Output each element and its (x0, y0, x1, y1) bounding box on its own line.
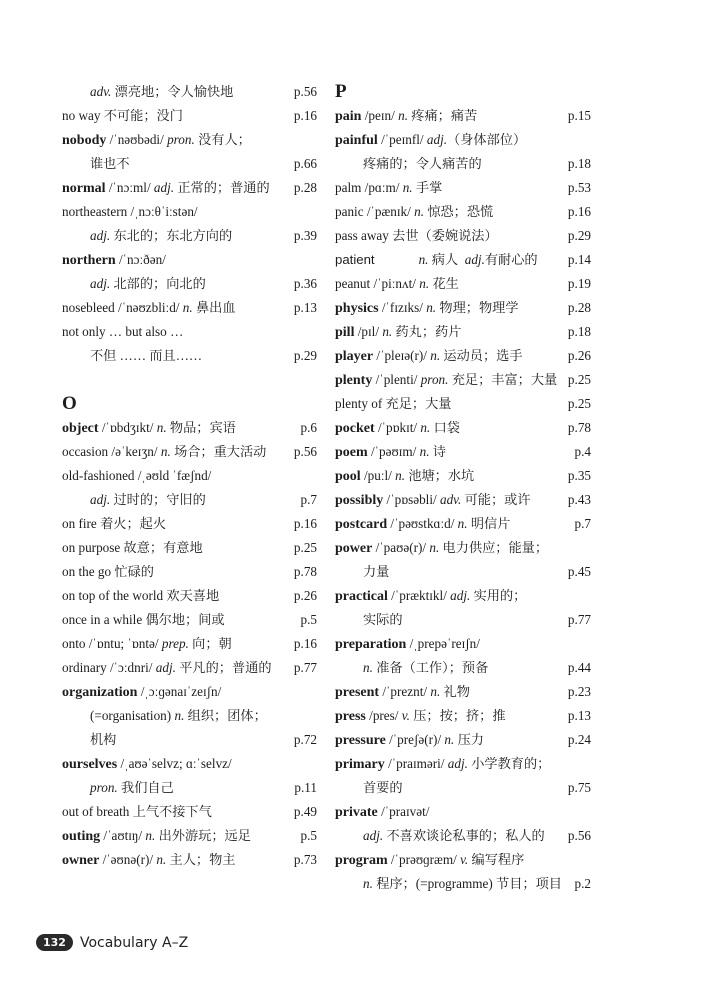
part-of-speech: pron. (167, 132, 195, 147)
page-footer (36, 934, 188, 951)
entry-text: /peɪn/ (361, 108, 399, 123)
headword: press (335, 709, 366, 724)
entry-text: 病人 (428, 252, 465, 267)
entry-text: /ˈpreʃə(r)/ (385, 732, 445, 747)
entry-text: 我们自己 (117, 780, 174, 795)
entry-text: 小学教育的； (467, 756, 551, 771)
part-of-speech: n. (145, 828, 156, 843)
page-reference: p.15 (567, 108, 591, 123)
vocabulary-entry-line (335, 272, 591, 296)
page-reference: p.13 (567, 708, 591, 723)
vocabulary-entry-line (335, 848, 591, 872)
vocabulary-entry-line (335, 488, 591, 512)
page-reference: p.16 (567, 204, 591, 219)
vocabulary-entry-line (335, 536, 591, 560)
vocabulary-entry-line (335, 728, 591, 752)
page-reference: p.19 (567, 276, 591, 291)
entry-text: (=organisation) (90, 708, 175, 723)
page-reference: p.45 (567, 564, 591, 579)
headword: pool (335, 469, 361, 484)
entry-text: /ˈfɪzɪks/ (378, 300, 427, 315)
page-reference: p.56 (567, 828, 591, 843)
entry-text: 东北的；东北方向的 (110, 228, 233, 243)
entry-text: pass away 去世（委婉说法） (335, 228, 498, 243)
entry-text: ordinary /ˈɔːdnri/ (62, 660, 156, 675)
spacer (62, 368, 317, 392)
entry-text: out of breath 上气不接下气 (62, 804, 212, 819)
vocabulary-entry-line (62, 728, 317, 752)
headword: pocket (335, 421, 375, 436)
page-reference: p.35 (567, 468, 591, 483)
entry-text: 电力供应；能量； (439, 540, 549, 555)
entry-text: /ˌprepəˈreɪʃn/ (406, 636, 480, 651)
page-reference: p.26 (567, 348, 591, 363)
part-of-speech: n. (414, 204, 425, 219)
part-of-speech: adv. (439, 492, 462, 507)
headword: poem (335, 445, 368, 460)
entry-text: /ˈpɒsəbli/ (383, 492, 440, 507)
entry-text: 力量 (363, 564, 390, 579)
entry-text: /ˈpeɪnfl/ (377, 132, 427, 147)
vocabulary-entry-line (335, 344, 591, 368)
part-of-speech: n. (174, 708, 185, 723)
entry-text: 实用的； (470, 588, 527, 603)
page-reference: p.14 (567, 252, 591, 267)
page-reference: p.25 (567, 396, 591, 411)
entry-text: patient (335, 252, 419, 267)
entry-text: peanut /ˈpiːnʌt/ (335, 276, 420, 291)
entry-text: old-fashioned /ˌəʊld ˈfæʃnd/ (62, 468, 212, 483)
vocabulary-column-left (62, 80, 317, 872)
page-reference: p.26 (293, 588, 317, 603)
entry-text: on fire 着火；起火 (62, 516, 167, 531)
vocabulary-entry-line (335, 872, 591, 896)
headword: nobody (62, 133, 107, 148)
entry-text: 过时的；守旧的 (110, 492, 206, 507)
part-of-speech: adj. (464, 252, 485, 267)
entry-text: /ˈnɔːðən/ (115, 252, 166, 267)
headword: program (335, 853, 388, 868)
headword: pill (335, 325, 355, 340)
page-reference: p.78 (293, 564, 317, 579)
entry-text: 机构 (90, 732, 117, 747)
section-letter-heading: P (335, 81, 347, 102)
page-reference: p.7 (574, 516, 591, 531)
entry-text: 首要的 (363, 780, 403, 795)
entry-text: /ˈəʊnə(r)/ (99, 852, 157, 867)
entry-text: /ˈpraɪməri/ (384, 756, 448, 771)
vocabulary-entry-line (335, 776, 591, 800)
headword: painful (335, 133, 378, 148)
headword: postcard (335, 517, 388, 532)
entry-text: /pɪl/ (354, 324, 383, 339)
part-of-speech: n. (418, 252, 429, 267)
part-of-speech: pron. (90, 780, 118, 795)
vocabulary-entry-line (62, 248, 317, 272)
page-number-badge: 132 (36, 934, 73, 951)
entry-text: /ˈplenti/ (372, 372, 421, 387)
entry-text: onto /ˈɒntu; ˈɒntə/ (62, 636, 162, 651)
page-reference: p.7 (300, 492, 317, 507)
entry-text: not only … but also … (62, 324, 184, 339)
entry-text: 有耐心的 (484, 252, 538, 267)
entry-text: /ˌaʊəˈselvz; ɑːˈselvz/ (117, 756, 232, 771)
vocabulary-entry-line (335, 416, 591, 440)
vocabulary-entry-line (62, 104, 317, 128)
page-reference: p.43 (567, 492, 591, 507)
part-of-speech: adj. (447, 756, 468, 771)
headword: power (335, 541, 373, 556)
entry-text: 平凡的；普通的 (175, 660, 272, 675)
vocabulary-column-right (335, 80, 591, 896)
entry-text: 谁也不 (90, 156, 130, 171)
entry-text: 花生 (429, 276, 459, 291)
vocabulary-entry-line (62, 128, 317, 152)
entry-text: 不喜欢谈论私事的；私人的 (383, 828, 545, 843)
entry-text: （身体部位） (447, 132, 527, 147)
vocabulary-entry-line (335, 368, 591, 392)
headword: northern (62, 253, 116, 268)
vocabulary-entry-line (62, 632, 317, 656)
vocabulary-entry-line (335, 296, 591, 320)
page-reference: p.16 (293, 636, 317, 651)
page-reference: p.16 (293, 108, 317, 123)
page-reference: p.28 (293, 180, 317, 195)
entry-text: 池塘；水坑 (405, 468, 475, 483)
vocabulary-entry-line (62, 272, 317, 296)
vocabulary-entry-line (62, 344, 317, 368)
vocabulary-entry-line (62, 152, 317, 176)
entry-text: 没有人； (194, 132, 251, 147)
vocabulary-entry-line (335, 704, 591, 728)
page-reference: p.16 (293, 516, 317, 531)
entry-text: once in a while 偶尔地；间或 (62, 612, 225, 627)
headword: practical (335, 589, 388, 604)
entry-text: nosebleed /ˈnəʊzbliːd/ (62, 300, 183, 315)
page-reference: p.25 (293, 540, 317, 555)
part-of-speech: n. (430, 348, 441, 363)
page-reference: p.2 (574, 876, 591, 891)
entry-text: on the go 忙碌的 (62, 564, 154, 579)
entry-text: 疼痛；痛苦 (408, 108, 478, 123)
entry-text: occasion /əˈkeɪʒn/ (62, 444, 161, 459)
part-of-speech: n. (363, 876, 373, 891)
vocabulary-entry-line (62, 296, 317, 320)
vocabulary-entry-line (335, 176, 591, 200)
vocabulary-entry-line (62, 824, 317, 848)
entry-text: 正常的；普通的 (174, 180, 270, 195)
entry-text: 疼痛的；令人痛苦的 (363, 156, 482, 171)
vocabulary-entry-line (62, 560, 317, 584)
entry-text: 准备（工作）；预备 (372, 660, 489, 675)
part-of-speech: n. (156, 852, 167, 867)
vocabulary-entry-line (62, 704, 317, 728)
entry-text: /ˈpaʊə(r)/ (372, 540, 430, 555)
vocabulary-entry-line (62, 800, 317, 824)
headword: organization (62, 685, 138, 700)
part-of-speech: n. (402, 180, 413, 195)
vocabulary-entry-line (62, 776, 317, 800)
entry-text: plenty of 充足；大量 (335, 396, 452, 411)
vocabulary-entry-line (335, 824, 591, 848)
page-reference: p.77 (567, 612, 591, 627)
page-reference: p.13 (293, 300, 317, 315)
page-reference: p.49 (293, 804, 317, 819)
vocabulary-entry-line (335, 608, 591, 632)
vocabulary-entry-line (62, 416, 317, 440)
page-reference: p.29 (293, 348, 317, 363)
part-of-speech: adj. (90, 276, 111, 291)
entry-text: /ˌɔːɡənaɪˈzeɪʃn/ (137, 684, 222, 699)
entry-text: /ˈnəʊbədi/ (106, 132, 168, 147)
vocabulary-entry-line (62, 752, 317, 776)
part-of-speech: n. (419, 444, 430, 459)
headword: object (62, 421, 99, 436)
vocabulary-entry-line (62, 848, 317, 872)
entry-text: 实际的 (363, 612, 403, 627)
entry-text: 北部的；向北的 (110, 276, 206, 291)
entry-text: 编写程序 (468, 852, 525, 867)
headword: present (335, 685, 380, 700)
vocabulary-entry-line (335, 392, 591, 416)
vocabulary-entry-line (335, 104, 591, 128)
vocabulary-entry-line (62, 440, 317, 464)
entry-text: 物品；宾语 (166, 420, 236, 435)
page-reference: p.18 (567, 156, 591, 171)
part-of-speech: pron. (420, 372, 449, 387)
part-of-speech: prep. (161, 636, 189, 651)
entry-text: /ˈpəʊɪm/ (367, 444, 420, 459)
page-reference: p.24 (567, 732, 591, 747)
page-reference: p.78 (567, 420, 591, 435)
entry-text: on top of the world 欢天喜地 (62, 588, 220, 603)
entry-text: no way 不可能；没门 (62, 108, 183, 123)
page-reference: p.56 (293, 444, 317, 459)
vocabulary-entry-line (62, 488, 317, 512)
part-of-speech: n. (363, 660, 373, 675)
entry-text: panic /ˈpænɪk/ (335, 204, 415, 219)
vocabulary-entry-line (335, 320, 591, 344)
part-of-speech: v. (460, 852, 469, 867)
entry-text: 压；按；挤；推 (409, 708, 506, 723)
headword: ourselves (62, 757, 118, 772)
vocabulary-entry-line (62, 512, 317, 536)
entry-text: 礼物 (440, 684, 470, 699)
part-of-speech: n. (182, 300, 193, 315)
vocabulary-entry-line (335, 752, 591, 776)
entry-text: /ˈpəʊstkɑːd/ (387, 516, 458, 531)
part-of-speech: n. (444, 732, 455, 747)
headword: private (335, 805, 378, 820)
entry-text: northeastern /ˌnɔːθˈiːstən/ (62, 204, 198, 219)
entry-text: /ˈaʊtɪŋ/ (100, 828, 146, 843)
entry-text: 出外游玩；远足 (155, 828, 251, 843)
part-of-speech: n. (382, 324, 393, 339)
part-of-speech: n. (398, 108, 408, 123)
vocabulary-entry-line (335, 656, 591, 680)
page-reference: p.23 (567, 684, 591, 699)
entry-text: 向；朝 (188, 636, 232, 651)
vocabulary-entry-line (62, 464, 317, 488)
entry-text: /ˈpleɪə(r)/ (373, 348, 431, 363)
entry-text: 口袋 (430, 420, 460, 435)
page-reference: p.39 (293, 228, 317, 243)
headword: plenty (335, 373, 373, 388)
headword: possibly (335, 493, 384, 508)
headword: normal (62, 181, 106, 196)
page-reference: p.11 (294, 780, 317, 795)
entry-text: 主人；物主 (166, 852, 236, 867)
entry-text: 充足；丰富；大量 (448, 372, 558, 387)
part-of-speech: n. (156, 420, 167, 435)
entry-text: 不但 …… 而且…… (90, 348, 203, 363)
part-of-speech: n. (395, 468, 406, 483)
entry-text: /pres/ (365, 708, 402, 723)
headword: owner (62, 853, 100, 868)
page-reference: p.44 (567, 660, 591, 675)
entry-text: /ˈpraɪvət/ (377, 804, 430, 819)
entry-text: palm /pɑːm/ (335, 180, 403, 195)
vocabulary-entry-line (62, 80, 317, 104)
entry-text: 手掌 (412, 180, 443, 195)
vocabulary-entry-line (335, 800, 591, 824)
entry-text: 程序；(=programme) 节目；项目 (372, 876, 562, 891)
headword: primary (335, 757, 385, 772)
entry-text: /ˈpræktɪkl/ (387, 588, 451, 603)
vocabulary-entry-line (335, 128, 591, 152)
page-reference: p.36 (293, 276, 317, 291)
part-of-speech: adj. (426, 132, 448, 147)
headword: outing (62, 829, 101, 844)
page-reference: p.5 (300, 828, 317, 843)
vocabulary-entry-line (335, 224, 591, 248)
entry-text: 诗 (429, 444, 446, 459)
entry-text: 漂亮地；令人愉快地 (111, 84, 234, 99)
part-of-speech: adj. (153, 180, 175, 195)
headword: player (335, 349, 374, 364)
vocabulary-entry-line (335, 248, 591, 272)
page-reference: p.73 (293, 852, 317, 867)
entry-text: 明信片 (467, 516, 511, 531)
entry-text: 惊恐；恐慌 (424, 204, 494, 219)
part-of-speech: n. (160, 444, 171, 459)
headword: preparation (335, 637, 407, 652)
headword: pain (335, 109, 362, 124)
part-of-speech: adj. (155, 660, 176, 675)
part-of-speech: n. (429, 540, 440, 555)
page-reference: p.75 (567, 780, 591, 795)
vocabulary-entry-line (62, 584, 317, 608)
part-of-speech: n. (430, 684, 441, 699)
entry-text: /ˈprəʊɡræm/ (387, 852, 461, 867)
page-reference: p.6 (300, 420, 317, 435)
entry-text: 鼻出血 (192, 300, 236, 315)
headword: pressure (335, 733, 386, 748)
page-reference: p.25 (567, 372, 591, 387)
section-title: Vocabulary A–Z (79, 934, 189, 951)
vocabulary-entry-line (335, 200, 591, 224)
entry-text: /ˈɒbdʒɪkt/ (98, 420, 157, 435)
vocabulary-entry-line (62, 176, 317, 200)
page-reference: p.53 (567, 180, 591, 195)
vocabulary-entry-line (62, 608, 317, 632)
page-reference: p.5 (300, 612, 317, 627)
part-of-speech: adv. (90, 84, 112, 99)
entry-text: 运动员；选手 (440, 348, 523, 363)
part-of-speech: adj. (90, 228, 111, 243)
entry-text: 物理；物理学 (436, 300, 519, 315)
entry-text: /ˈpɒkɪt/ (374, 420, 421, 435)
part-of-speech: n. (420, 420, 431, 435)
part-of-speech: n. (457, 516, 468, 531)
vocabulary-entry-line (335, 632, 591, 656)
page-reference: p.56 (293, 84, 317, 99)
vocabulary-entry-line (335, 464, 591, 488)
entry-text: 场合；重大活动 (170, 444, 267, 459)
vocabulary-entry-line (335, 584, 591, 608)
entry-text: /ˈnɔːml/ (105, 180, 154, 195)
page-reference: p.72 (293, 732, 317, 747)
entry-text: 可能；或许 (461, 492, 531, 507)
section-letter-heading: O (62, 393, 77, 414)
page-reference: p.29 (567, 228, 591, 243)
entry-text: /puːl/ (360, 468, 396, 483)
vocabulary-entry-line (62, 320, 317, 344)
vocabulary-entry-line (335, 560, 591, 584)
entry-text: on purpose 故意；有意地 (62, 540, 203, 555)
page-reference: p.77 (293, 660, 317, 675)
entry-text: /ˈpreznt/ (379, 684, 431, 699)
part-of-speech: adj. (450, 588, 471, 603)
page-reference: p.18 (567, 324, 591, 339)
part-of-speech: v. (401, 708, 410, 723)
part-of-speech: n. (419, 276, 430, 291)
vocabulary-entry-line (335, 440, 591, 464)
entry-text: 压力 (454, 732, 484, 747)
part-of-speech: adj. (90, 492, 111, 507)
vocabulary-entry-line (62, 680, 317, 704)
entry-text: 药丸；药片 (392, 324, 462, 339)
part-of-speech: adj. (363, 828, 384, 843)
page-reference: p.28 (567, 300, 591, 315)
vocabulary-entry-line (335, 152, 591, 176)
vocabulary-entry-line (62, 200, 317, 224)
vocabulary-entry-line (335, 680, 591, 704)
headword: physics (335, 301, 379, 316)
vocabulary-entry-line (62, 536, 317, 560)
page-reference: p.66 (293, 156, 317, 171)
page-reference: p.4 (574, 444, 591, 459)
vocabulary-entry-line (62, 224, 317, 248)
part-of-speech: n. (426, 300, 437, 315)
vocabulary-entry-line (335, 512, 591, 536)
vocabulary-entry-line (62, 656, 317, 680)
entry-text: 组织；团体； (184, 708, 267, 723)
